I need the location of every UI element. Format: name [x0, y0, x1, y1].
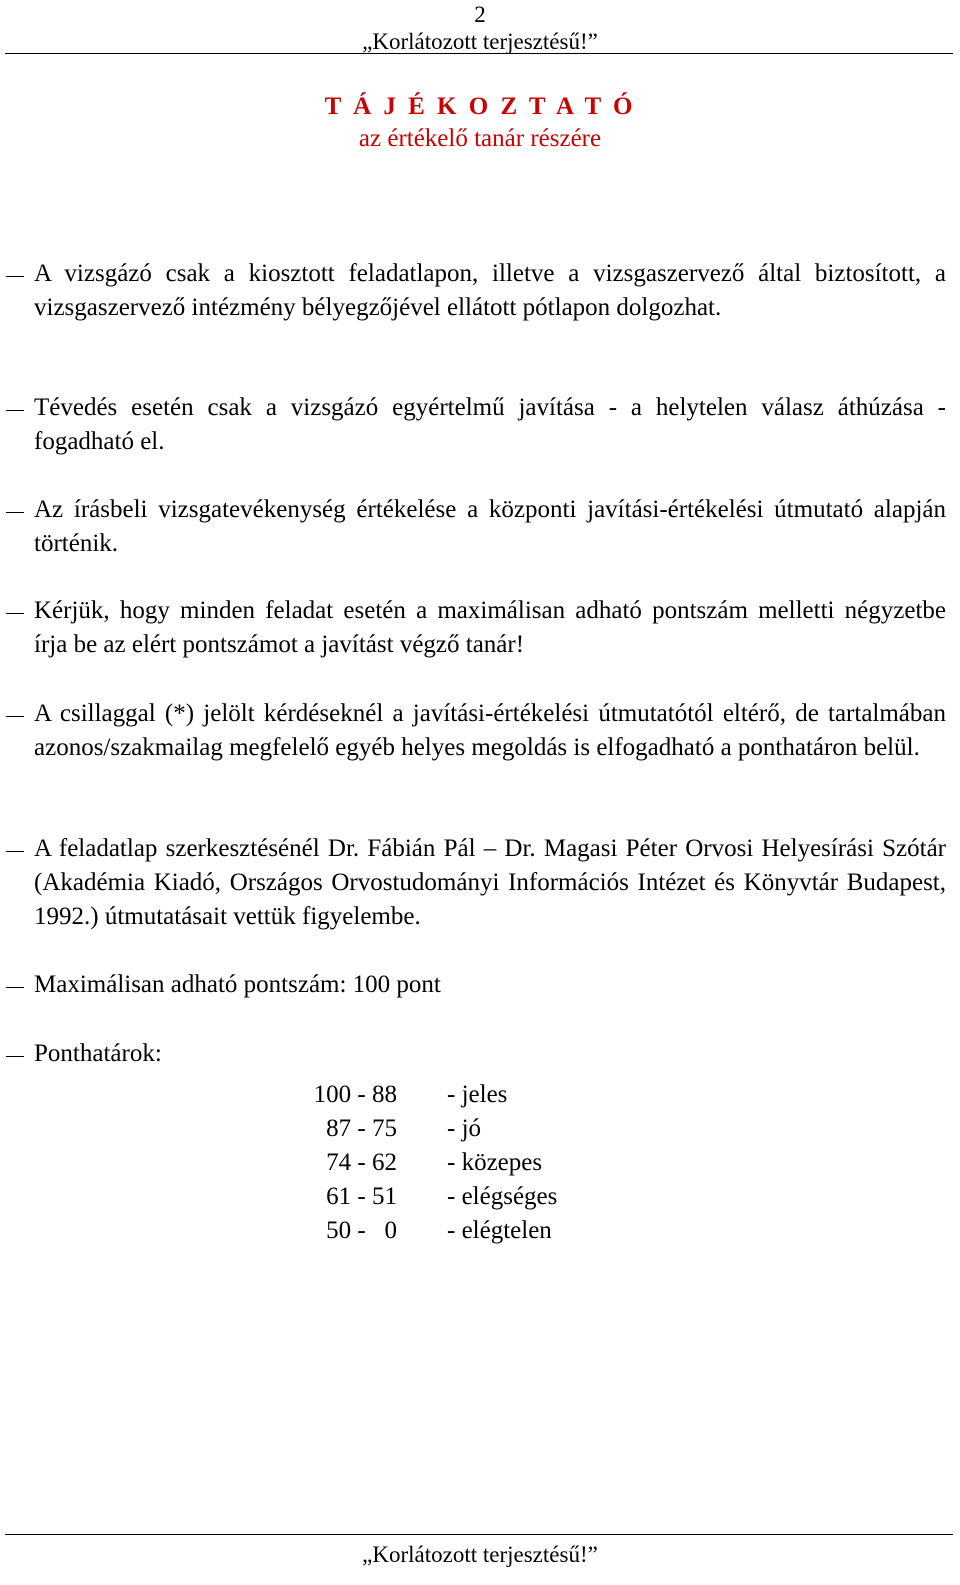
- grade-range: 74 - 62: [326, 1149, 397, 1176]
- grade-row: [260, 1214, 557, 1248]
- instruction-item: Ponthatárok:: [34, 1040, 162, 1067]
- header-restriction-label: „Korlátozott terjesztésű!”: [362, 29, 598, 54]
- instruction-item: Kérjük, hogy minden feladat esetén a maximálisan adható pontszám melletti négyzetbe írja be az elért pontszámot a javítást végző tanár!: [34, 597, 946, 658]
- footer-divider: [5, 1534, 953, 1535]
- bullet-dash-icon: [6, 410, 24, 411]
- bullet-dash-icon: [6, 512, 24, 513]
- footer-restriction-label: „Korlátozott terjesztésű!”: [362, 1542, 598, 1567]
- grade-label: - jeles: [447, 1081, 508, 1108]
- bullet-dash-icon: [6, 1056, 24, 1057]
- instruction-item: Maximálisan adható pontszám: 100 pont: [34, 971, 441, 998]
- bullet-dash-icon: [6, 716, 24, 717]
- grade-label: - jó: [447, 1115, 482, 1142]
- grade-range: 87 - 75: [326, 1115, 397, 1142]
- page-number: 2: [474, 2, 486, 27]
- instruction-item: A vizsgázó csak a kiosztott feladatlapon, illetve a vizsgaszervező által biztosított, a vizsgaszervező intézmény bélyegzőjével ellátott pótlapon dolgozhat.: [34, 260, 946, 321]
- grade-label: - elégtelen: [447, 1217, 552, 1244]
- bullet-dash-icon: [6, 851, 24, 852]
- grade-range: 61 - 51: [326, 1183, 397, 1210]
- instruction-item: A csillaggal (*) jelölt kérdéseknél a javítási-értékelési útmutatótól eltérő, de tartalmában azonos/szakmailag megfelelő egyéb helyes megoldás is elfogadható a ponthatáron belül.: [34, 700, 946, 761]
- document-subtitle: az értékelő tanár részére: [358, 125, 602, 152]
- grade-thresholds-table: [260, 1078, 557, 1248]
- bullet-dash-icon: [6, 276, 24, 277]
- grade-row: [260, 1112, 557, 1146]
- bullet-dash-icon: [6, 987, 24, 988]
- instruction-item: Az írásbeli vizsgatevékenység értékelése a központi javítási-értékelési útmutató alapján történik.: [34, 496, 946, 557]
- header-divider: [5, 53, 953, 54]
- instruction-item: Tévedés esetén csak a vizsgázó egyértelmű javítása - a helytelen válasz áthúzása - fogadható el.: [34, 394, 946, 455]
- grade-range: 50 - 0: [326, 1217, 397, 1244]
- grade-row: [260, 1078, 557, 1112]
- grade-label: - elégséges: [447, 1183, 558, 1210]
- document-title: T Á J É K O Z T A T Ó: [324, 93, 636, 120]
- grade-label: - közepes: [447, 1149, 543, 1176]
- instruction-item: A feladatlap szerkesztésénél Dr. Fábián Pál – Dr. Magasi Péter Orvosi Helyesírási Szótár (Akadémia Kiadó, Országos Orvostudományi Információs Intézet és Könyvtár Budapest, 1992.) útmutatásait vettük figyelembe.: [34, 835, 946, 930]
- grade-row: [260, 1146, 557, 1180]
- grade-row: [260, 1180, 557, 1214]
- bullet-dash-icon: [6, 613, 24, 614]
- grade-range: 100 - 88: [313, 1081, 397, 1108]
